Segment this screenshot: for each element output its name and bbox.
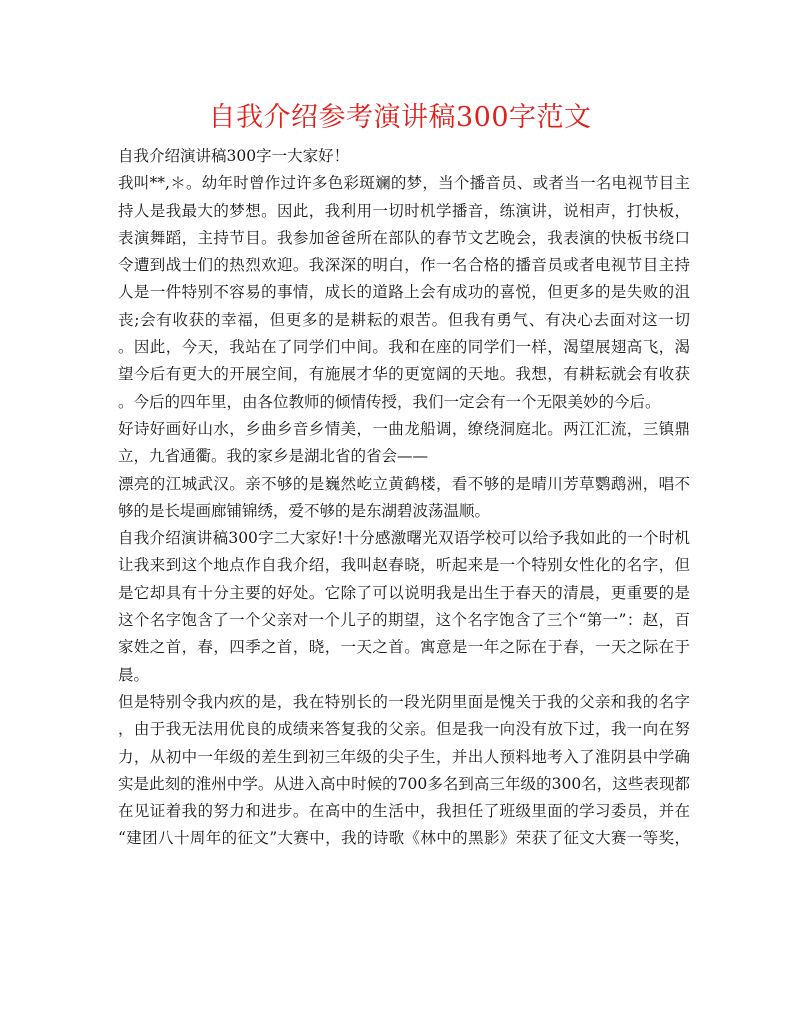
text-line: 但是特别令我内疚的是，我在特别长的一段光阴里面是愧关于我的父亲和我的名字 (118, 692, 690, 711)
document-body (118, 143, 690, 853)
text-line: 人是一件特别不容易的事情，成长的道路上会有成功的喜悦，但更多的是失败的沮 (118, 283, 690, 302)
text-line: 丧;会有收获的幸福，但更多的是耕耘的艰苦。但我有勇气、有决心去面对这一切 (118, 310, 690, 329)
text-line: “建团八十周年的征文”大赛中，我的诗歌《林中的黑影》荣获了征文大赛一等奖， (118, 829, 690, 848)
paragraph (118, 143, 690, 170)
text-line: 令遭到战士们的热烈欢迎。我深深的明白，作一名合格的播音员或者电视节目主持 (118, 256, 690, 275)
paragraph (118, 689, 690, 853)
paragraph (118, 525, 690, 689)
text-line: 这个名字饱含了一个父亲对一个儿子的期望，这个名字饱含了三个“第一”：赵，百 (118, 611, 690, 630)
paragraph (118, 471, 690, 526)
paragraph (118, 170, 690, 416)
text-line: 望今后有更大的开展空间，有施展才华的更宽阔的天地。我想，有耕耘就会有收获 (118, 365, 690, 384)
document-title: 自我介绍参考演讲稿300字范文 (208, 102, 592, 133)
text-line: 漂亮的江城武汉。亲不够的是巍然屹立黄鹤楼，看不够的是晴川芳草鹦鹉洲，唱不 (118, 474, 690, 493)
text-line: 。因此，今天，我站在了同学们中间。我和在座的同学们一样，渴望展翅高飞，渴 (118, 338, 690, 357)
text-line: 好诗好画好山水，乡曲乡音乡情美，一曲龙船调，缭绕洞庭北。两江汇流，三镇鼎 (118, 419, 690, 438)
text-line: 够的是长堤画廊铺锦绣，爱不够的是东湖碧波荡温顺。 (118, 501, 491, 520)
paragraph (118, 416, 690, 471)
text-line: 表演舞蹈，主持节目。我参加爸爸所在部队的春节文艺晚会，我表演的快板书绕口 (118, 228, 690, 247)
text-line: 是它却具有十分主要的好处。它除了可以说明我是出生于春天的清晨，更重要的是 (118, 583, 690, 602)
text-line: 力，从初中一年级的差生到初三年级的尖子生，并出人预料地考入了淮阴县中学确 (118, 747, 690, 766)
text-line: 持人是我最大的梦想。因此，我利用一切时机学播音，练演讲，说相声，打快板， (118, 201, 690, 220)
text-line: 自我介绍演讲稿300字一大家好！ (118, 147, 350, 165)
text-line: 晨。 (118, 665, 150, 684)
text-line: 让我来到这个地点作自我介绍，我叫赵春晓，听起来是一个特别女性化的名字，但 (118, 556, 690, 575)
text-line: 在见证着我的努力和进步。在高中的生活中，我担任了班级里面的学习委员，并在 (118, 802, 690, 821)
text-line: 实是此刻的淮州中学。从进入高中时候的700多名到高三年级的300名，这些表现都 (118, 774, 690, 793)
text-line: 我叫**,＊。幼年时曾作过许多色彩斑斓的梦，当个播音员、或者当一名电视节目主 (118, 174, 690, 193)
text-line: 家姓之首，春，四季之首，晓，一天之首。寓意是一年之际在于春，一天之际在于 (118, 638, 690, 657)
text-line: 自我介绍演讲稿300字二大家好!十分感激曙光双语学校可以给予我如此的一个时机 (118, 529, 690, 548)
text-line: 立，九省通衢。我的家乡是湖北省的省会—— (118, 447, 429, 466)
text-line: ，由于我无法用优良的成绩来答复我的父亲。但是我一向没有放下过，我一向在努 (118, 720, 690, 739)
text-line: 。今后的四年里，由各位教师的倾情传授，我们一定会有一个无限美妙的今后。 (118, 392, 661, 411)
